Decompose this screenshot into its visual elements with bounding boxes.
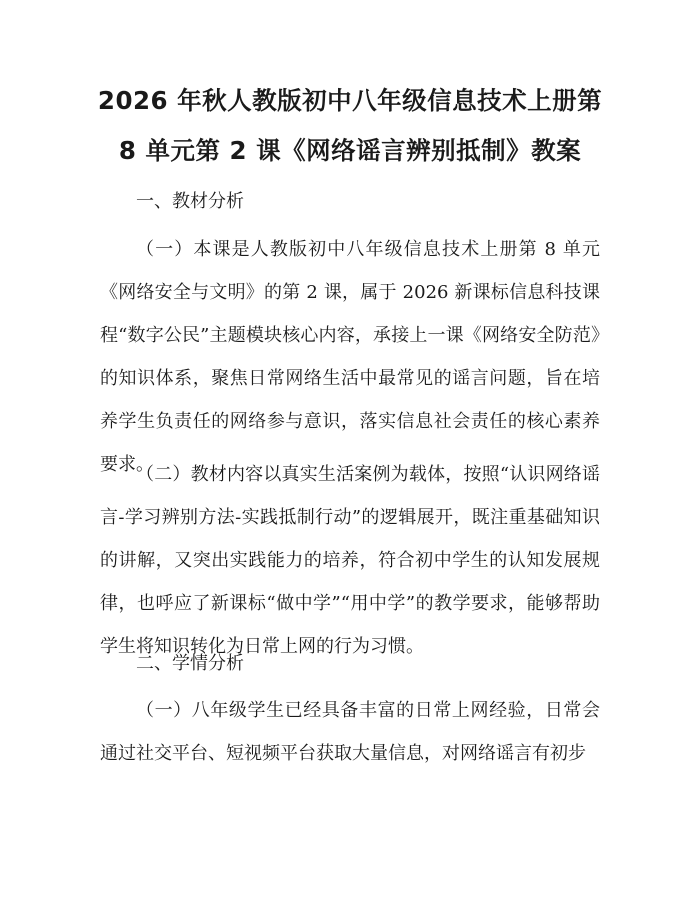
document-title-line-1: 2026 年秋人教版初中八年级信息技术上册第	[97, 86, 603, 115]
section-heading-textbook-analysis: 一、教材分析	[136, 191, 244, 212]
document-title-line-2: 8 单元第 2 课《网络谣言辨别抵制》教案	[118, 136, 582, 165]
paragraph-textbook-analysis-1: （一）本课是人教版初中八年级信息技术上册第 8 单元《网络安全与文明》的第 2 课，属于 2026 新课标信息科技课程“数字公民”主题模块核心内容，承接上一课《网络安全防范》的知识体系，聚焦日常网络生活中最常见的谣言问题，旨在培养学生负责任的网络参与意识，落实信息社会责任的核心素养要求。	[100, 239, 600, 475]
section-heading-learner-analysis: 二、学情分析	[136, 653, 244, 674]
paragraph-textbook-analysis-2: （二）教材内容以真实生活案例为载体，按照“认识网络谣言-学习辨别方法-实践抵制行动”的逻辑展开，既注重基础知识的讲解，又突出实践能力的培养，符合初中学生的认知发展规律，也呼应了新课标“做中学”“用中学”的教学要求，能够帮助学生将知识转化为日常上网的行为习惯。	[100, 464, 600, 657]
paragraph-learner-analysis-1: （一）八年级学生已经具备丰富的日常上网经验，日常会通过社交平台、短视频平台获取大量信息，对网络谣言有初步	[100, 700, 600, 764]
